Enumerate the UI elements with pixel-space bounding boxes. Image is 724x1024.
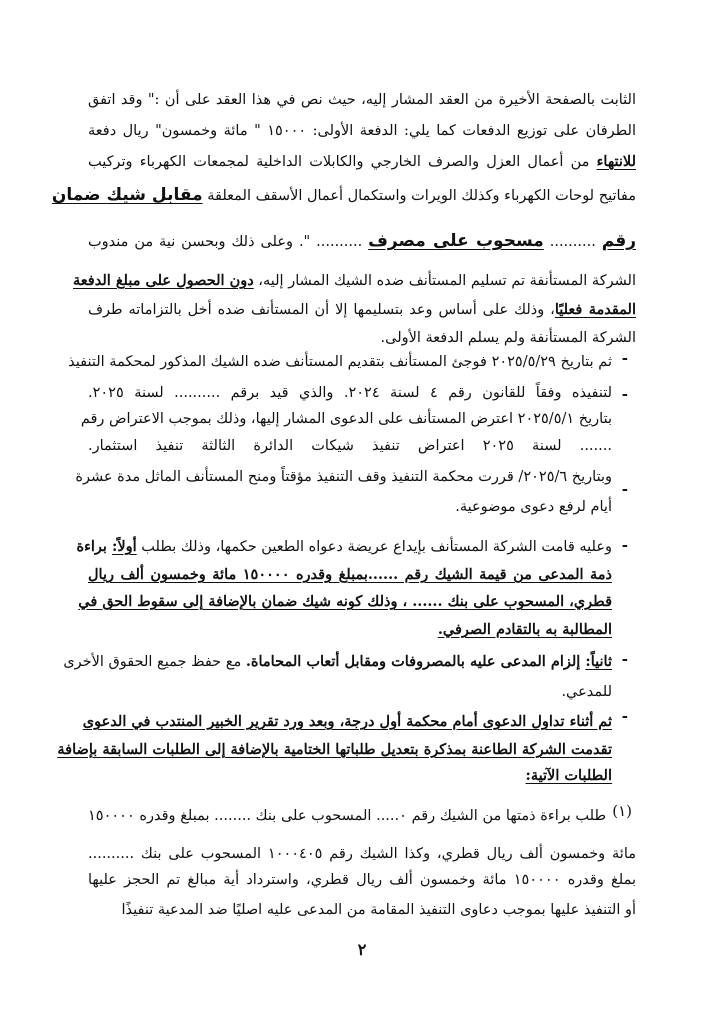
text-line <box>88 121 636 141</box>
text-segment: رقم <box>601 231 636 251</box>
text-line <box>88 900 636 920</box>
text-line <box>88 436 612 456</box>
text-line <box>88 231 636 252</box>
text-line <box>76 537 612 557</box>
text-segment: مع حفظ جميع الحقوق الأخرى <box>63 654 246 670</box>
text-segment: مسحوب على مصرف <box>368 231 544 251</box>
text-segment: إلزام المدعى عليه بالمصروفات ومقابل أتعاب المحاماة. <box>245 653 586 670</box>
text-segment: مائة وخمسون ألف ريال قطري، وكذا الشيك رقم ١٠٠٠٤٠٥ المسحوب على بنك .......... <box>88 846 637 862</box>
text-segment: لتنفيذه وفقاً للقانون رقم ٤ لسنة ٢٠٢٤. والذي قيد برقم .......... لسنة ٢٠٢٥. <box>88 385 612 401</box>
text-segment: المطالبة به بالتقادم الصرفي. <box>437 621 612 638</box>
text-segment: ثانياً: <box>585 653 612 670</box>
text-segment: ....... لسنة ٢٠٢٥ اعتراض تنفيذ شيكات الدائرة الثالثة تنفيذ استثمار. <box>88 438 612 454</box>
text-segment: وبتاريخ ٢٠٢٥/٦/ قررت محكمة التنفيذ وقف التنفيذ مؤقتاً ومنح المستأنف الماثل مدة عشرة <box>75 469 612 485</box>
text-segment: .......... <box>543 234 602 250</box>
text-line <box>75 467 612 487</box>
text-segment: أو التنفيذ عليها بموجب دعاوى التنفيذ المقامة من المدعى عليه اصليًا ضد المدعية تنفيذًا <box>121 902 636 918</box>
text-segment: الثابت بالصفحة الأخيرة من العقد المشار إليه، حيث نص في هذا العقد على أن :" وقد اتفق <box>88 92 636 108</box>
text-segment: .......... ". وعلى ذلك وبحسن نية من مندوب <box>88 234 369 250</box>
text-segment: مقابل شيك ضمان <box>51 185 203 205</box>
text-line <box>68 352 612 372</box>
text-segment: مفاتيح لوحات الكهرباء وكذلك الويرات واستكمال أعمال الأسقف المعلقة <box>202 188 636 204</box>
page-number: ٢ <box>357 940 367 959</box>
text-line <box>57 740 612 760</box>
bullet-marker: - <box>621 385 628 403</box>
text-segment: للانتهاء <box>596 153 636 170</box>
text-segment: الطرفان على توزيع الدفعات كما يلي: الدفعة الأولى: ١٥٠٠٠ " مائة وخمسون" ريال دفعة <box>88 123 636 139</box>
text-line <box>88 620 612 640</box>
text-segment: ثم أثناء تداول الدعوى أمام محكمة أول درجة، وبعد ورد تقرير الخبير المنتدب في الدعوى <box>82 713 612 730</box>
text-segment: بتاريخ ٢٠٢٥/٥/١ اعترض المستأنف على الدعوى المشار إليها، وذلك بموجب الاعتراض رقم <box>80 411 612 427</box>
text-line <box>78 592 612 612</box>
item-number: (١) <box>612 802 632 820</box>
text-line <box>88 844 636 864</box>
text-segment: الشركة المستأنفة ولم يسلم الدفعة الأولى. <box>380 330 636 346</box>
text-segment: الشركة المستأنفة تم تسليم المستأنف ضده الشيك المشار إليه، <box>253 273 636 289</box>
bullet-marker: - <box>621 480 628 498</box>
text-segment: ذمة المدعى من قيمة الشيك <box>434 566 612 583</box>
text-segment: من أعمال العزل والصرف الخارجي والكابلات الداخلية لمجمعات الكهرباء وتركيب <box>88 154 597 170</box>
bullet-marker: - <box>621 349 628 367</box>
text-segment: أيام لرفع دعوى موضوعية. <box>455 499 612 515</box>
text-line <box>73 271 636 291</box>
text-segment: للمدعي. <box>561 684 612 700</box>
bullet-marker: - <box>621 707 628 725</box>
text-segment: دون الحصول على مبلغ الدفعة <box>73 272 254 289</box>
text-segment: قطري، المسحوب على بنك ...... ، وذلك كونه شيك ضمان بالإضافة إلى سقوط الحق في <box>78 593 612 610</box>
text-line <box>88 497 612 517</box>
text-line <box>88 90 636 110</box>
text-segment: ثم بتاريخ ٢٠٢٥/٥/٢٩ فوجئ المستأنف بتقديم المستأنف ضده الشيك المذكور لمحكمة التنفيذ <box>68 354 612 370</box>
text-line <box>88 300 636 320</box>
text-line <box>88 152 636 172</box>
text-segment: رقم ......بمبلغ وقدره ١٥٠٠٠٠ مائة وخمسون ألف ريال <box>88 566 435 583</box>
text-line <box>80 409 612 429</box>
text-line <box>88 565 612 585</box>
text-segment: أولاً: <box>112 538 137 555</box>
text-segment: طلب براءة ذمتها من الشيك رقم ٠..... المسحوب على بنك ........ بمبلغ وقدره ١٥٠٠٠٠ <box>88 808 606 824</box>
text-line <box>63 652 612 672</box>
text-line <box>88 806 606 826</box>
bullet-marker: - <box>621 536 628 554</box>
text-line <box>88 766 612 786</box>
text-line <box>88 328 636 348</box>
text-segment: تقدمت الشركة الطاعنة بمذكرة بتعديل طلباتها الختامية بالإضافة إلى الطلبات السابقة بإضافة <box>57 741 612 758</box>
text-segment: ، وذلك على أساس وعد بتسليمها إلا أن المستأنف ضده أخل بالتزاماته طرف <box>88 302 555 318</box>
text-segment: الطلبات الآتية: <box>525 767 612 784</box>
bullet-marker: - <box>621 650 628 668</box>
text-segment: بملغ وقدره ١٥٠٠٠٠ مائة وخمسون ألف ريال قطري، واسترداد أية مبالغ تم الحجز عليها <box>88 872 636 888</box>
text-segment: براءة <box>76 538 113 555</box>
text-line <box>51 185 636 206</box>
text-line <box>88 870 636 890</box>
text-line <box>88 682 612 702</box>
text-line <box>82 712 612 732</box>
text-segment: وعليه قامت الشركة المستأنف بإيداع عريضة دعواه الطعين حكمها، وذلك بطلب <box>136 539 612 555</box>
text-line <box>88 383 612 403</box>
text-segment: المقدمة فعليًا <box>554 301 637 318</box>
